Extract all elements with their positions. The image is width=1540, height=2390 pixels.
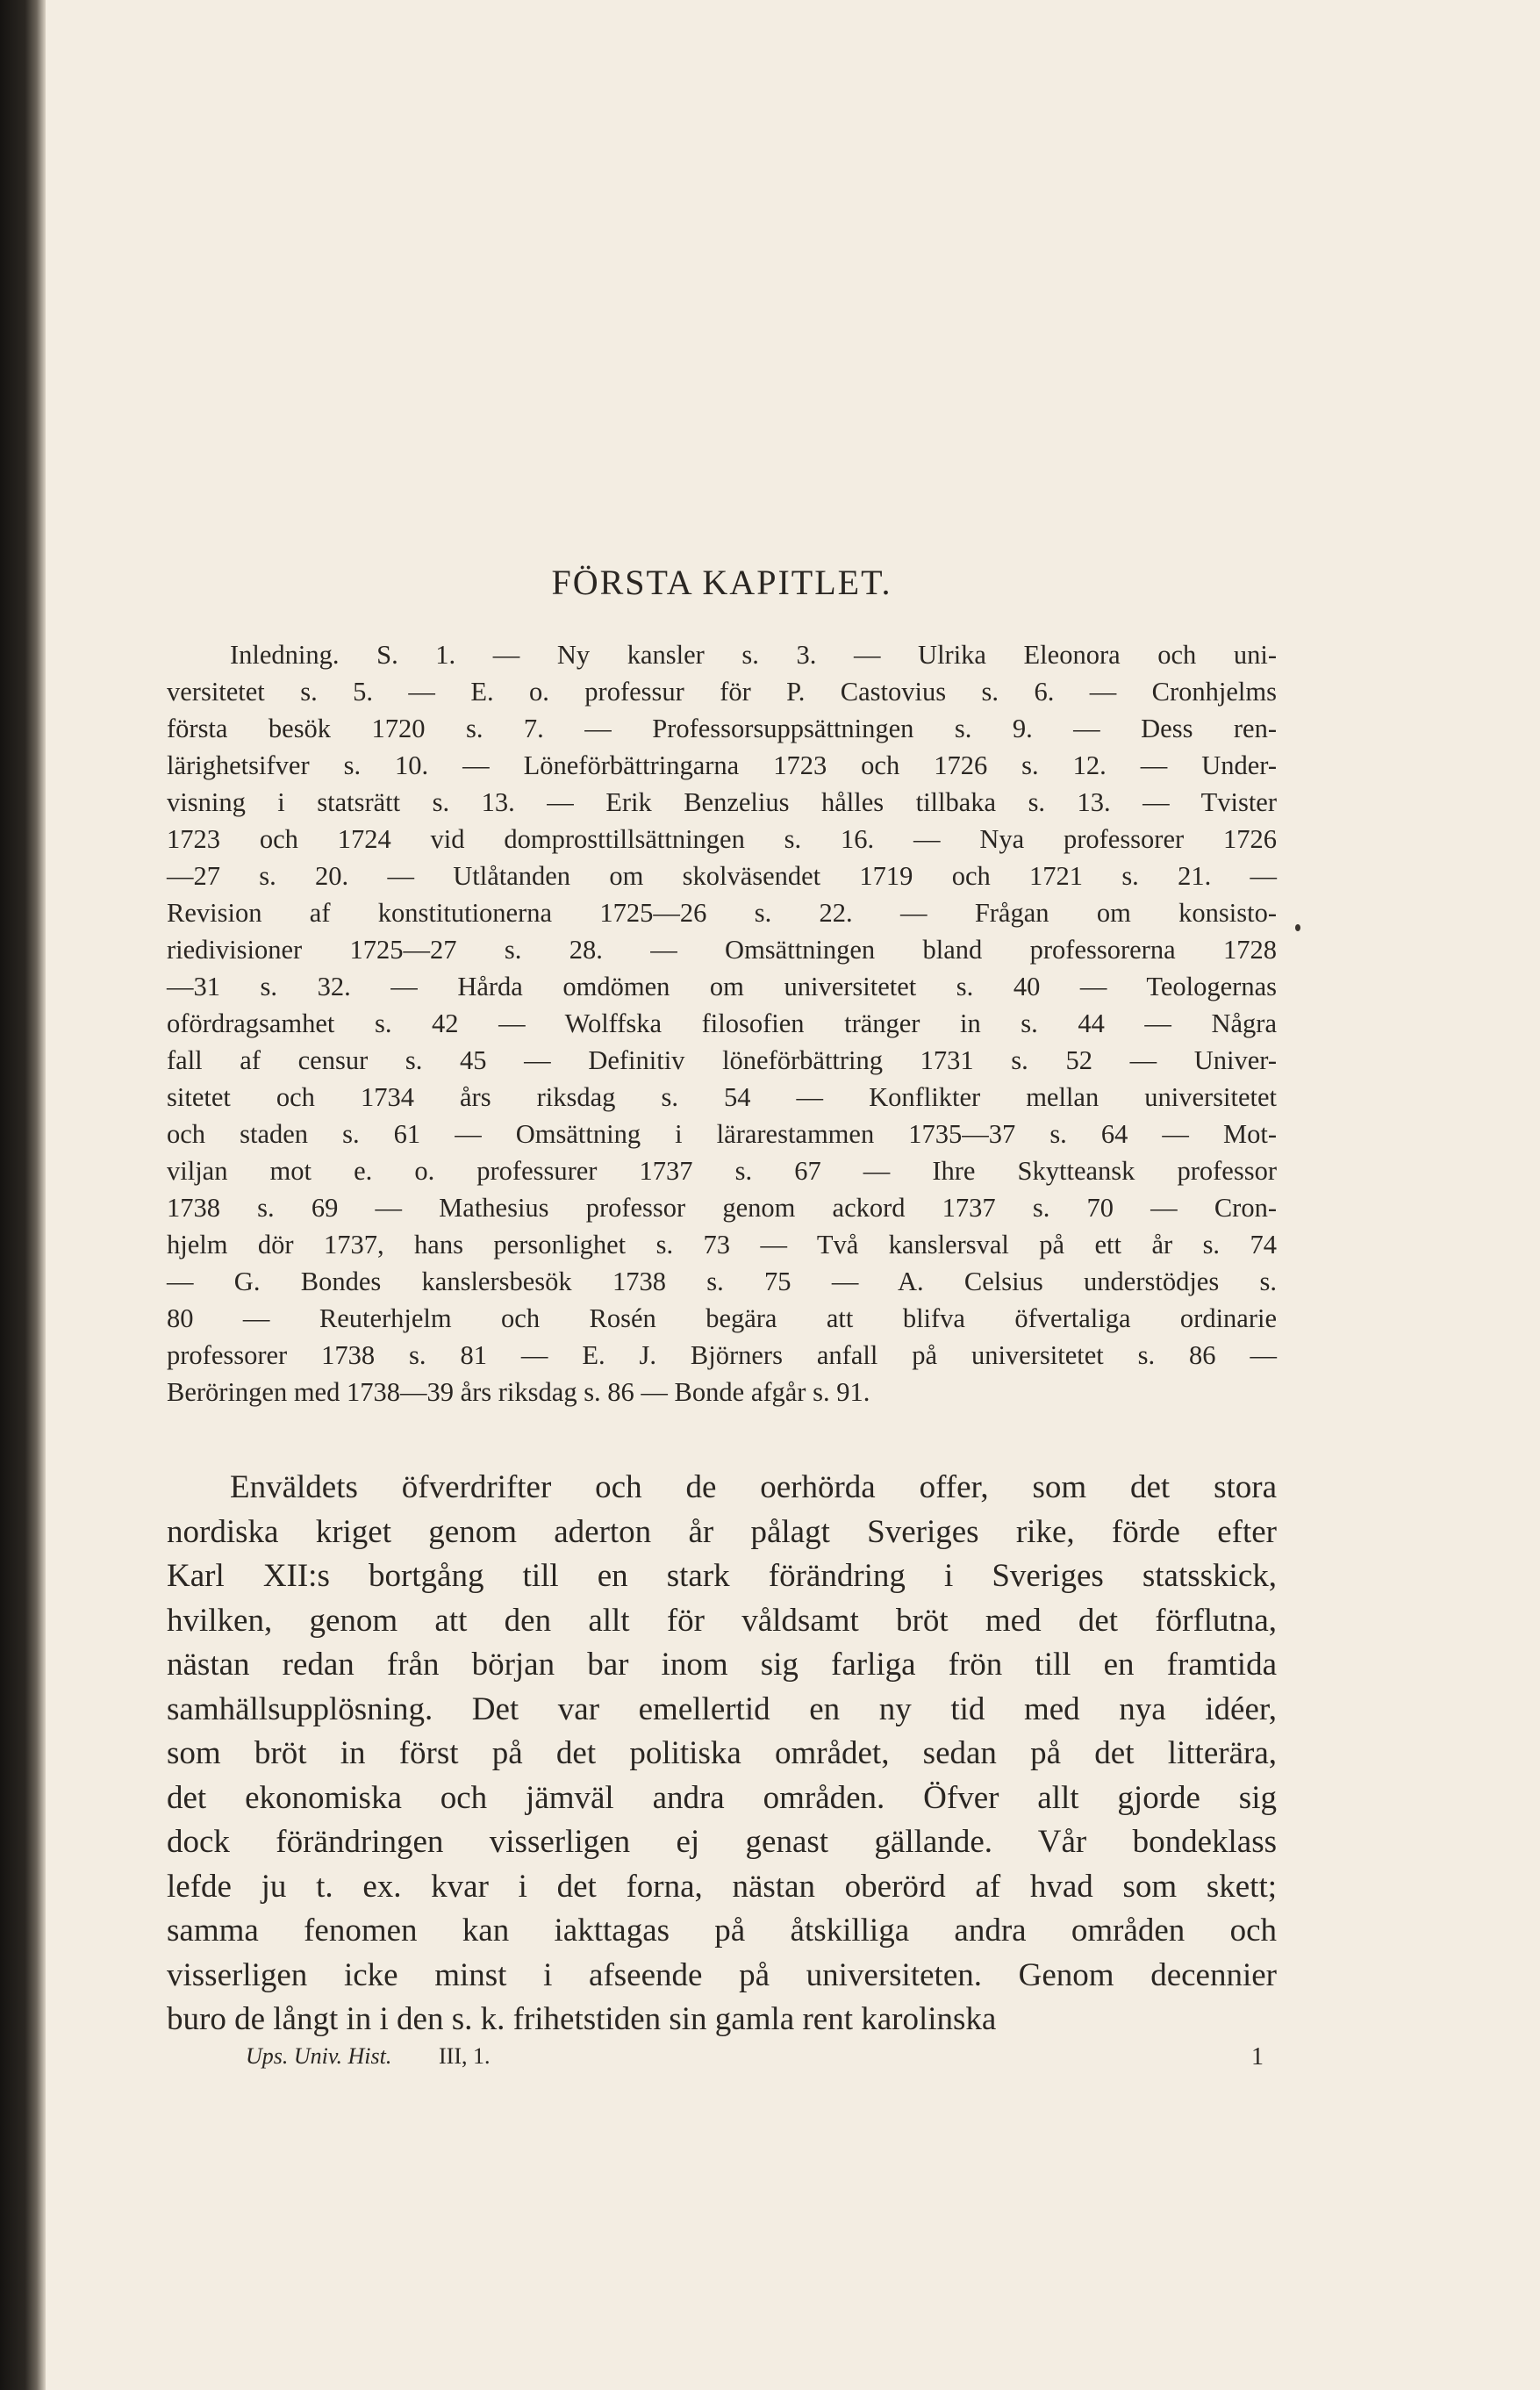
summary-line: Revision af konstitutionerna 1725—26 s. 22. — Frågan om konsisto- <box>167 898 1277 928</box>
signature-volume: III, 1. <box>439 2043 491 2069</box>
summary-line: —27 s. 20. — Utlåtanden om skolväsendet 1719 och 1721 s. 21. — <box>167 861 1277 891</box>
book-spine-shadow <box>0 0 46 2390</box>
body-line: hvilken, genom att den allt för våldsamt bröt med det förflutna, <box>167 1602 1277 1639</box>
summary-line: visning i statsrätt s. 13. — Erik Benzelius hålles tillbaka s. 13. — Tvister <box>167 787 1277 817</box>
summary-line: 1738 s. 69 — Mathesius professor genom ackord 1737 s. 70 — Cron- <box>167 1193 1277 1223</box>
body-paragraph <box>167 1466 1277 2042</box>
book-page <box>167 0 1277 2390</box>
summary-line: versitetet s. 5. — E. o. professur för P. Castovius s. 6. — Cronhjelms <box>167 677 1277 707</box>
summary-line: hjelm dör 1737, hans personlighet s. 73 — Två kanslersval på ett år s. 74 <box>167 1230 1277 1260</box>
summary-line: 80 — Reuterhjelm och Rosén begära att blifva öfvertaliga ordinarie <box>167 1303 1277 1333</box>
summary-line: Inledning. S. 1. — Ny kansler s. 3. — Ulrika Eleonora och uni- <box>230 640 1277 670</box>
page-number: 1 <box>1251 2043 1264 2071</box>
body-line: samma fenomen kan iakttagas på åtskilliga andra områden och <box>167 1913 1277 1949</box>
body-line: nordiska kriget genom aderton år pålagt Sveriges rike, förde efter <box>167 1513 1277 1550</box>
body-line: samhällsupplösning. Det var emellertid en ny tid med nya idéer, <box>167 1690 1277 1727</box>
body-line: nästan redan från början bar inom sig farliga frön till en framtida <box>167 1647 1277 1683</box>
summary-line: —31 s. 32. — Hårda omdömen om universitetet s. 40 — Teologernas <box>167 972 1277 1001</box>
summary-line: Beröringen med 1738—39 års riksdag s. 86 — Bonde afgår s. 91. <box>167 1377 870 1407</box>
summary-line: professorer 1738 s. 81 — E. J. Björners anfall på universitetet s. 86 — <box>167 1340 1277 1370</box>
signature-mark: Ups. Univ. Hist. <box>246 2043 392 2069</box>
summary-line: — G. Bondes kanslersbesök 1738 s. 75 — A. Celsius understödjes s. <box>167 1267 1277 1296</box>
body-line: dock förändringen visserligen ej genast gällande. Vår bondeklass <box>167 1824 1277 1860</box>
chapter-summary <box>167 636 1277 1410</box>
summary-line: riedivisioner 1725—27 s. 28. — Omsättningen bland professorerna 1728 <box>167 935 1277 965</box>
body-line: det ekonomiska och jämväl andra områden. Öfver allt gjorde sig <box>167 1779 1277 1816</box>
body-line: visserligen icke minst i afseende på universiteten. Genom decennier <box>167 1956 1277 1993</box>
summary-line: och staden s. 61 — Omsättning i lärarestammen 1735—37 s. 64 — Mot- <box>167 1119 1277 1149</box>
body-line: som bröt in först på det politiska området, sedan på det litterära, <box>167 1735 1277 1771</box>
summary-line: ofördragsamhet s. 42 — Wolffska filosofien tränger in s. 44 — Några <box>167 1008 1277 1038</box>
summary-line: lärighetsifver s. 10. — Löneförbättringarna 1723 och 1726 s. 12. — Under- <box>167 750 1277 780</box>
chapter-title: FÖRSTA KAPITLET. <box>551 563 892 602</box>
summary-line: viljan mot e. o. professurer 1737 s. 67 — Ihre Skytteansk professor <box>167 1156 1277 1186</box>
body-line: buro de långt in i den s. k. frihetstiden sin gamla rent karolinska <box>167 2001 997 2037</box>
summary-line: 1723 och 1724 vid domprosttillsättningen s. 16. — Nya professorer 1726 <box>167 824 1277 854</box>
body-line: Karl XII:s bortgång till en stark förändring i Sveriges statsskick, <box>167 1558 1277 1594</box>
summary-line: första besök 1720 s. 7. — Professorsuppsättningen s. 9. — Dess ren- <box>167 714 1277 743</box>
summary-line: sitetet och 1734 års riksdag s. 54 — Konflikter mellan universitetet <box>167 1082 1277 1112</box>
body-line: lefde ju t. ex. kvar i det forna, nästan oberörd af hvad som skett; <box>167 1868 1277 1905</box>
body-line: Enväldets öfverdrifter och de oerhörda offer, som det stora <box>230 1469 1277 1505</box>
summary-line: fall af censur s. 45 — Definitiv löneförbättring 1731 s. 52 — Univer- <box>167 1045 1277 1075</box>
margin-mark <box>1295 924 1300 931</box>
